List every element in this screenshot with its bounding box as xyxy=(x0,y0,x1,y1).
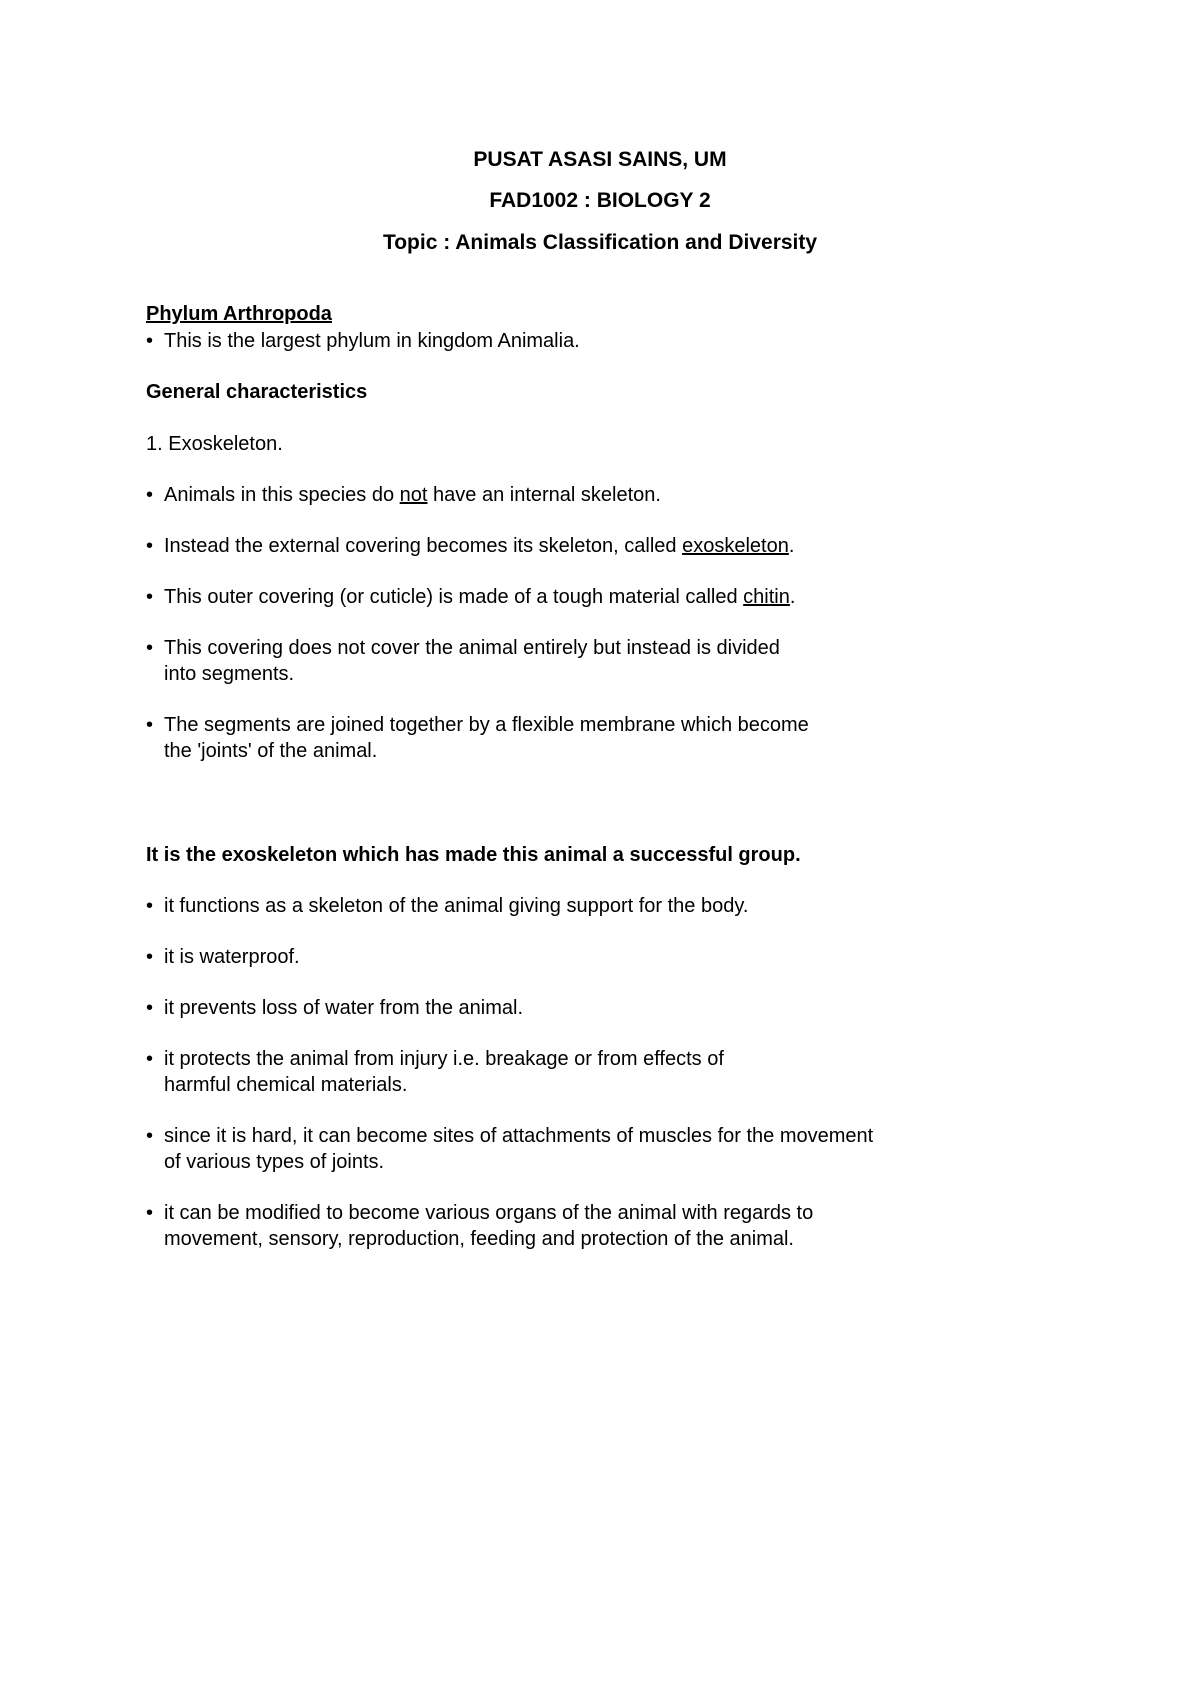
bullet-protection xyxy=(146,1047,724,1072)
phylum-heading: Phylum Arthropoda xyxy=(146,303,332,325)
bullet-muscle-attachment xyxy=(146,1124,873,1149)
bullet-continuation: of various types of joints. xyxy=(164,1151,385,1173)
bullet-glyph: • xyxy=(146,1202,154,1224)
bullet-modified-organs xyxy=(146,1201,813,1226)
institution-title: PUSAT ASASI SAINS, UM xyxy=(473,148,727,171)
bullet-text: This is the largest phylum in kingdom Animalia. xyxy=(164,330,580,352)
bullet-water-loss xyxy=(146,996,523,1021)
bullet-text: The segments are joined together by a flexible membrane which become xyxy=(164,714,809,736)
bullet-continuation: into segments. xyxy=(164,663,295,685)
bullet-text: Animals in this species do xyxy=(164,484,400,506)
bullet-text: This outer covering (or cuticle) is made of a tough material called xyxy=(164,586,744,608)
bullet-glyph: • xyxy=(146,1125,154,1147)
bullet-glyph: • xyxy=(146,997,154,1019)
underlined-term: not xyxy=(399,484,428,506)
bullet-text: it functions as a skeleton of the animal giving support for the body. xyxy=(164,895,749,917)
bullet-glyph: • xyxy=(146,330,154,352)
item-exoskeleton: 1. Exoskeleton. xyxy=(146,433,283,455)
bullet-text: . xyxy=(788,535,795,557)
bullet-text: . xyxy=(789,586,796,608)
bullet-chitin xyxy=(146,585,795,610)
bullet-skeleton-support xyxy=(146,894,748,919)
bullet-glyph: • xyxy=(146,1048,154,1070)
bullet-continuation: movement, sensory, reproduction, feeding and protection of the animal. xyxy=(164,1228,794,1250)
bullet-glyph: • xyxy=(146,714,154,736)
course-title: FAD1002 : BIOLOGY 2 xyxy=(489,189,711,212)
bullet-waterproof xyxy=(146,945,300,970)
bullet-text: Instead the external covering becomes its skeleton, called xyxy=(164,535,683,557)
bullet-text: it prevents loss of water from the animal. xyxy=(164,997,524,1019)
bullet-continuation: the 'joints' of the animal. xyxy=(164,740,378,762)
bullet-glyph: • xyxy=(146,535,154,557)
bullet-text: have an internal skeleton. xyxy=(427,484,661,506)
bullet-glyph: • xyxy=(146,586,154,608)
underlined-term: exoskeleton xyxy=(682,535,789,557)
bullet-continuation: harmful chemical materials. xyxy=(164,1074,408,1096)
bullet-text: This covering does not cover the animal entirely but instead is divided xyxy=(164,637,780,659)
bullet-text: since it is hard, it can become sites of attachments of muscles for the movement xyxy=(164,1125,874,1147)
bullet-text: it is waterproof. xyxy=(164,946,300,968)
bullet-text: it can be modified to become various organs of the animal with regards to xyxy=(164,1202,814,1224)
bullet-no-internal-skeleton xyxy=(146,483,661,508)
underlined-term: chitin xyxy=(743,586,790,608)
bullet-exoskeleton-definition xyxy=(146,534,794,559)
general-characteristics-heading: General characteristics xyxy=(146,381,368,403)
bullet-glyph: • xyxy=(146,484,154,506)
bullet-glyph: • xyxy=(146,895,154,917)
topic-title: Topic : Animals Classification and Diversity xyxy=(382,231,818,254)
success-heading: It is the exoskeleton which has made this animal a successful group. xyxy=(146,844,801,866)
bullet-text: it protects the animal from injury i.e. breakage or from effects of xyxy=(164,1048,724,1070)
intro-bullet xyxy=(146,329,580,354)
bullet-glyph: • xyxy=(146,946,154,968)
bullet-joints xyxy=(146,713,809,738)
bullet-glyph: • xyxy=(146,637,154,659)
bullet-segments xyxy=(146,636,780,661)
